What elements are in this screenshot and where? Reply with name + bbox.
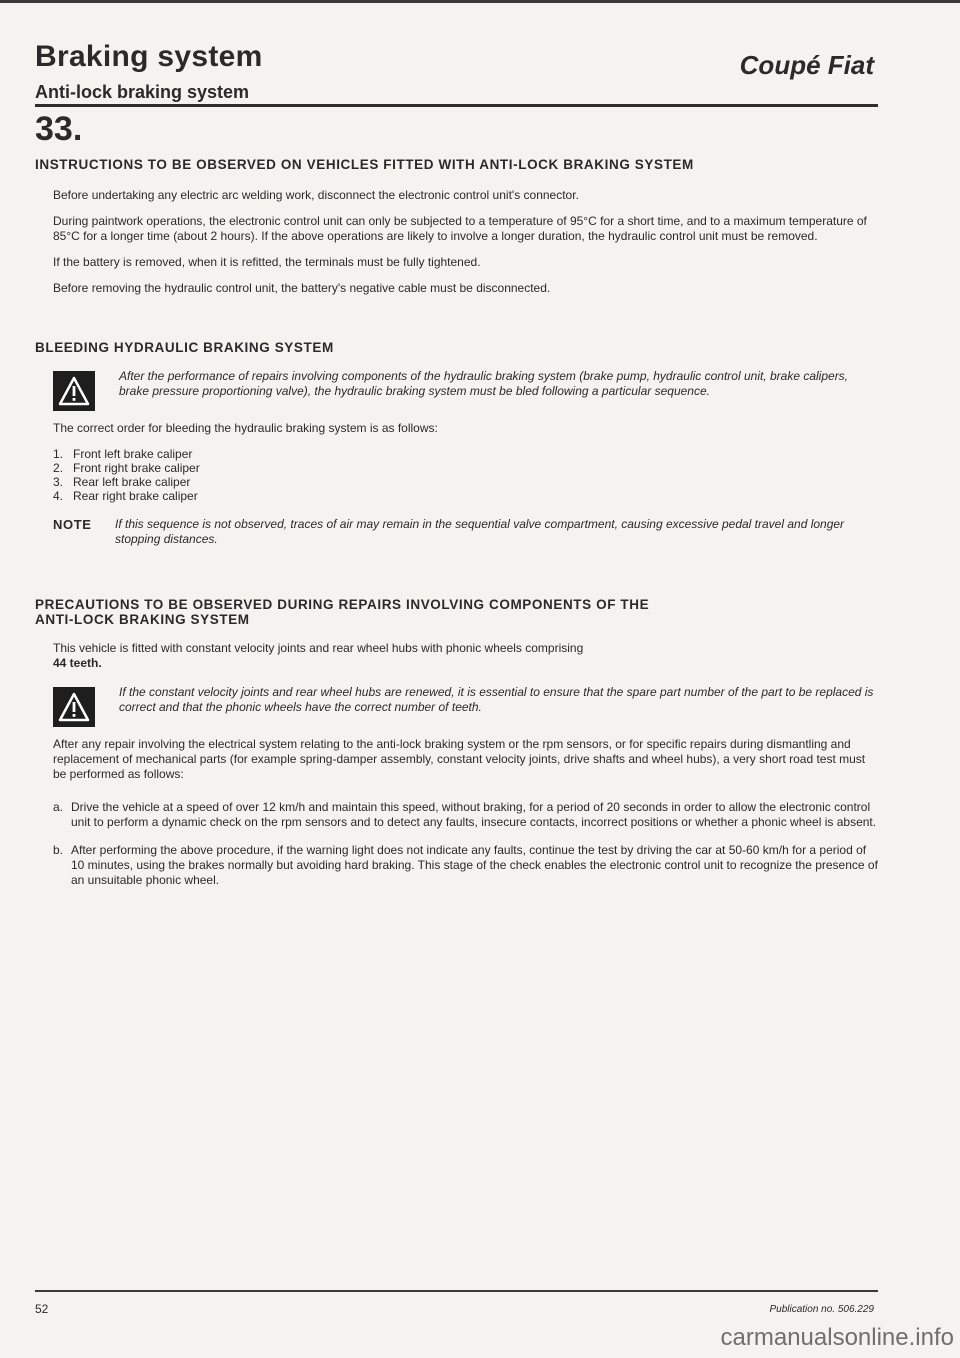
instructions-heading: INSTRUCTIONS TO BE OBSERVED ON VEHICLES FITTED WITH ANTI-LOCK BRAKING SYSTEM xyxy=(35,157,694,172)
page-content xyxy=(35,157,878,901)
teeth-count: 44 teeth. xyxy=(53,656,102,670)
list-item: 1. Front left brake caliper xyxy=(53,447,193,461)
warning-icon xyxy=(53,687,95,727)
bleeding-steps xyxy=(53,447,878,503)
list-item: a. Drive the vehicle at a speed of over 12 km/h and maintain this speed, without braking, for a period of 20 seconds in order to allow the electronic control unit to perform a dynamic check on the rpm sensors and to detect any faults, insecure contacts, incorrect positions or whether a phonic wheel is absent. xyxy=(53,800,877,829)
instructions-paragraph: Before removing the hydraulic control unit, the battery's negative cable must be disconnected. xyxy=(53,281,551,295)
page-number: 52 xyxy=(35,1302,49,1316)
precautions-intro: This vehicle is fitted with constant velocity joints and rear wheel hubs with phonic wheels comprising 44 teeth. xyxy=(53,641,584,670)
note-text: If this sequence is not observed, traces of air may remain in the sequential valve compartment, causing excessive pedal travel and longer stopping distances. xyxy=(115,517,845,546)
publication-number: Publication no. 506.229 xyxy=(769,1304,874,1315)
header-divider xyxy=(35,104,878,107)
warning-icon xyxy=(53,371,95,411)
list-item: 3. Rear left brake caliper xyxy=(53,475,191,489)
bleeding-heading: BLEEDING HYDRAULIC BRAKING SYSTEM xyxy=(35,340,334,355)
road-test-list xyxy=(53,800,878,888)
bleeding-intro: The correct order for bleeding the hydraulic braking system is as follows: xyxy=(53,421,438,435)
list-item: 2. Front right brake caliper xyxy=(53,461,200,475)
precautions-paragraph: After any repair involving the electrical system relating to the anti-lock braking system or the rpm sensors, or for specific repairs during dismantling and replacement of mechanical parts (for example spring-damper assembly, constant velocity joints, drive shafts and wheel hubs), a very short road test must be performed as follows: xyxy=(53,737,866,781)
section-number: 33. xyxy=(35,110,83,148)
bleeding-note xyxy=(53,517,878,547)
instructions-paragraph: During paintwork operations, the electronic control unit can only be subjected to a temperature of 95°C for a short time, and to a maximum temperature of 85°C for a longer time (about 2 hours). If the above operations are likely to involve a longer duration, the hydraulic control unit must be removed. xyxy=(53,214,867,243)
warning-text: After the performance of repairs involving components of the hydraulic braking system (brake pump, hydraulic control unit, brake calipers, brake pressure proportioning valve), the hydraulic braking system must be bled following a particular sequence. xyxy=(119,369,849,398)
bleeding-warning xyxy=(53,369,878,411)
list-item: b. After performing the above procedure, if the warning light does not indicate any faults, continue the test by driving the car at 50-60 km/h for a period of 10 minutes, using the brakes normally but avoiding hard braking. This stage of the check enables the electronic control unit to recognize the presence of an unsuitable phonic wheel. xyxy=(53,843,878,887)
precautions-heading: PRECAUTIONS TO BE OBSERVED DURING REPAIRS INVOLVING COMPONENTS OF THE ANTI-LOCK BRAKING SYSTEM xyxy=(35,597,650,627)
top-border xyxy=(0,0,960,3)
instructions-paragraph: Before undertaking any electric arc welding work, disconnect the electronic control unit's connector. xyxy=(53,188,579,202)
warning-text: If the constant velocity joints and rear wheel hubs are renewed, it is essential to ensure that the spare part number of the part to be replaced is correct and that the phonic wheels have the correct number of teeth. xyxy=(119,685,874,714)
footer-divider xyxy=(35,1290,878,1292)
page-title: Braking system xyxy=(35,40,263,73)
instructions-paragraph: If the battery is removed, when it is refitted, the terminals must be fully tightened. xyxy=(53,255,481,269)
list-item: 4. Rear right brake caliper xyxy=(53,489,198,503)
precautions-warning xyxy=(53,685,878,727)
brand-label: Coupé Fiat xyxy=(739,50,874,80)
page-subtitle: Anti-lock braking system xyxy=(35,82,250,102)
note-label: NOTE xyxy=(53,517,92,532)
watermark: carmanualsonline.info xyxy=(720,1324,954,1351)
